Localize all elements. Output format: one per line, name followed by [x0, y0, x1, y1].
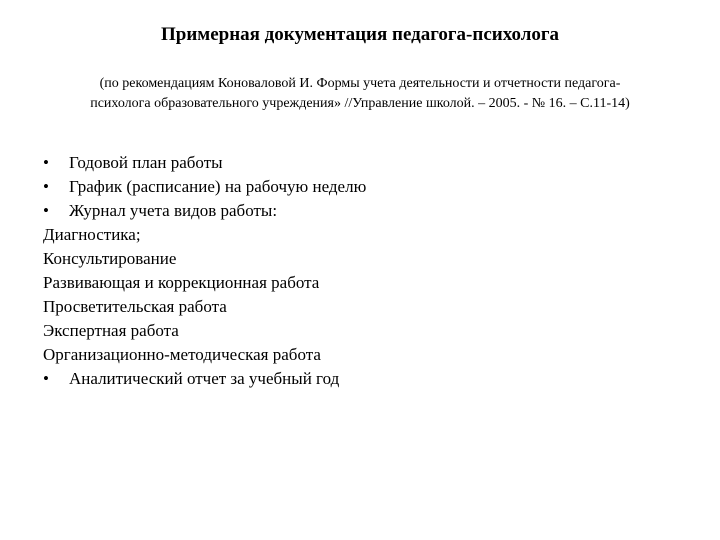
list-item: [43, 271, 683, 295]
source-reference-line-2: психолога образовательного учреждения» //Управление школой. – 2005. - № 16. – С.11-14): [90, 96, 630, 111]
list-item: [43, 223, 683, 247]
bullet-icon: •: [43, 177, 49, 196]
bullet-icon: •: [43, 201, 49, 220]
list-item-text: Организационно-методическая работа: [43, 345, 321, 364]
documentation-list: [43, 151, 683, 391]
list-item: [43, 151, 683, 175]
list-item: [43, 247, 683, 271]
list-item-text: Развивающая и коррекционная работа: [43, 273, 320, 292]
source-reference: [28, 74, 692, 114]
list-item-text: График (расписание) на рабочую неделю: [69, 177, 367, 196]
list-item-text: Аналитический отчет за учебный год: [69, 369, 340, 388]
list-item-text: Консультирование: [43, 249, 177, 268]
list-item-text: Журнал учета видов работы:: [69, 201, 278, 220]
list-item-text: Годовой план работы: [69, 153, 223, 172]
bullet-icon: •: [43, 369, 49, 388]
list-item-text: Экспертная работа: [43, 321, 179, 340]
list-item: [43, 295, 683, 319]
list-item: [43, 343, 683, 367]
list-item-text: Диагностика;: [43, 225, 141, 244]
list-item-text: Просветительская работа: [43, 297, 227, 316]
page-title: Примерная документация педагога-психолога: [160, 24, 560, 45]
bullet-icon: •: [43, 153, 49, 172]
source-reference-line-1: (по рекомендациям Коноваловой И. Формы учета деятельности и отчетности педагога-: [99, 76, 621, 91]
list-item: [43, 175, 683, 199]
list-item: [43, 319, 683, 343]
list-item: [43, 199, 683, 223]
list-item: [43, 367, 683, 391]
